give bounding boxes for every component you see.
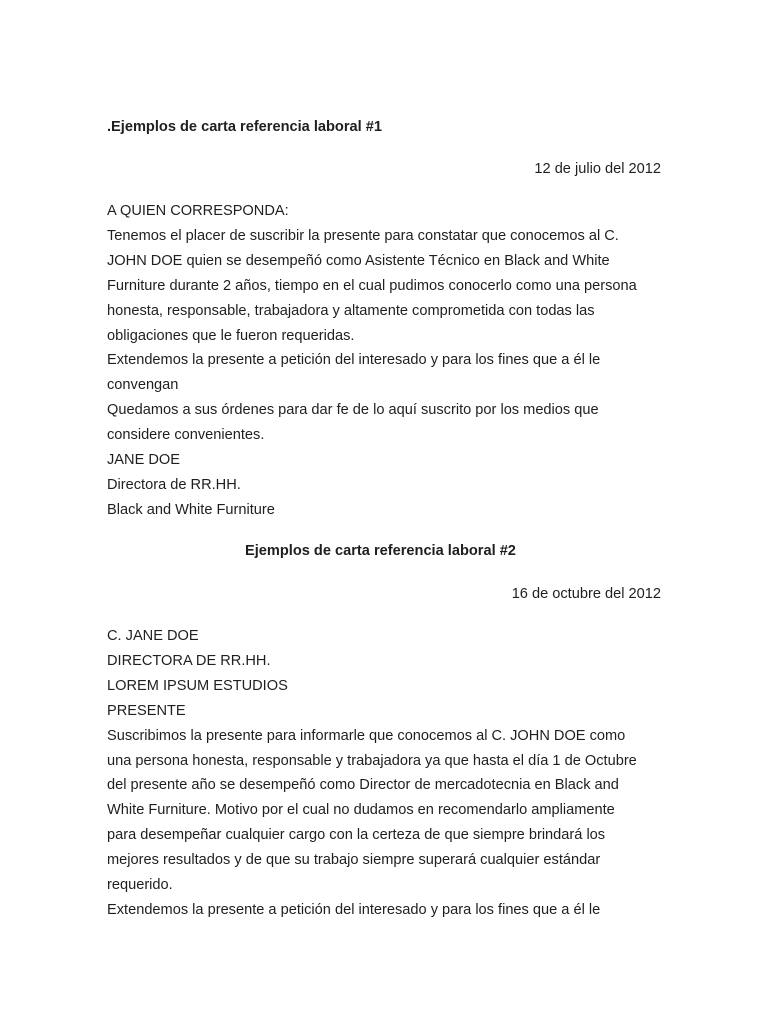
letter-2-line: Extendemos la presente a petición del interesado y para los fines que a él le (107, 901, 601, 918)
letter-2-line: White Furniture. Motivo por el cual no dudamos en recomendarlo ampliamente (107, 802, 615, 819)
letter-1-signatory-title: Directora de RR.HH. (107, 476, 241, 493)
letter-1-line: honesta, responsable, trabajadora y altamente comprometida con todas las (107, 302, 595, 319)
letter-2-line: requerido. (107, 877, 173, 894)
letter-1-line: JOHN DOE quien se desempeñó como Asistente Técnico en Black and White (107, 252, 610, 269)
letter-2-line: mejores resultados y de que su trabajo siempre superará cualquier estándar (107, 852, 601, 869)
letter-2-line: una persona honesta, responsable y trabajadora ya que hasta el día 1 de Octubre (107, 752, 637, 769)
letter-2-line: Suscribimos la presente para informarle que conocemos al C. JOHN DOE como (107, 727, 626, 744)
letter-1-line: Quedamos a sus órdenes para dar fe de lo aquí suscrito por los medios que (107, 402, 599, 419)
letter-2-line: del presente año se desempeñó como Director de mercadotecnia en Black and (107, 777, 619, 794)
letter-2-recipient-title: DIRECTORA DE RR.HH. (107, 652, 271, 669)
letter-2-line: para desempeñar cualquier cargo con la certeza de que siempre brindará los (107, 827, 606, 844)
letter-1-signatory-name: JANE DOE (107, 452, 180, 469)
letter-1-title: .Ejemplos de carta referencia laboral #1 (107, 119, 382, 135)
letter-1-body (107, 199, 667, 523)
letter-1-line: obligaciones que le fueron requeridas. (107, 327, 355, 344)
letter-2-date: 16 de octubre del 2012 (511, 586, 661, 602)
letter-1-line: Furniture durante 2 años, tiempo en el cual pudimos conocerlo como una persona (107, 277, 637, 294)
letter-2-body (107, 624, 667, 923)
letter-2-salutation: PRESENTE (107, 702, 186, 719)
letter-1-line: convengan (107, 377, 179, 394)
letter-1-line: A QUIEN CORRESPONDA: (107, 203, 289, 219)
letter-1-line: Tenemos el placer de suscribir la presente para constatar que conocemos al C. (107, 227, 619, 244)
letter-1-signatory-company: Black and White Furniture (107, 501, 275, 518)
letter-1-date: 12 de julio del 2012 (534, 161, 661, 177)
letter-1-line: Extendemos la presente a petición del interesado y para los fines que a él le (107, 352, 601, 369)
letter-2-recipient-name: C. JANE DOE (107, 628, 199, 644)
letter-2-title: Ejemplos de carta referencia laboral #2 (245, 543, 516, 559)
letter-2-recipient-company: LOREM IPSUM ESTUDIOS (107, 677, 288, 694)
letter-1-line: considere convenientes. (107, 427, 265, 444)
